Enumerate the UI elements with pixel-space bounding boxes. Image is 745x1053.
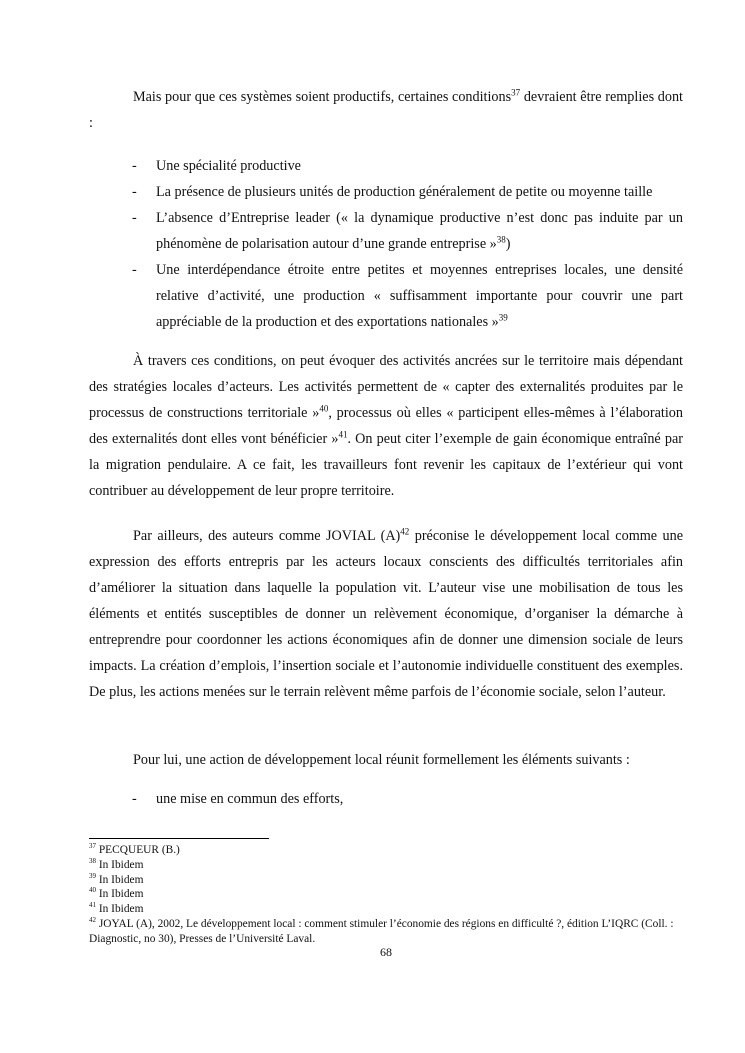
list-item: [89, 179, 683, 205]
footnote-39: [89, 873, 683, 888]
footnote-number: 37: [89, 842, 96, 851]
dash-bullet: -: [132, 210, 137, 226]
paragraph-conditions-intro: [89, 84, 683, 136]
footnote-number: 39: [89, 871, 96, 880]
paragraph-text: préconise le développement local comme une expression des efforts entrepris par les acteurs locaux conscients des difficultés territoriales afin d’améliorer la situation dans laquelle la population vit. L’auteur vise une mobilisation de tous les éléments et entités susceptibles de donner un relèvement économique, d’organiser la démarche à entreprendre pour coordonner les actions économiques afin de donner une dimension sociale de leurs impacts. La création d’emplois, l’insertion sociale et l’autonomie individuelle constituent des exemples. De plus, les actions menées sur le terrain relèvent même parfois de l’économie sociale, selon l’auteur.: [89, 528, 683, 700]
paragraph-text: Par ailleurs, des auteurs comme JOVIAL (A): [133, 528, 401, 544]
list-item-text: Une interdépendance étroite entre petites et moyennes entreprises locales, une densité relative d’activité, une production « suffisamment importante pour couvrir une part appréciable de la production et des exportations nationales »: [156, 262, 683, 330]
footnote-text: In Ibidem: [96, 903, 144, 916]
paragraph-text: À travers ces conditions, on peut évoquer des activités ancrées sur le territoire mais dépendant des stratégies locales d’acteurs. Les activités permettent de « capter des externalités produites par le processus de constructions territoriale »: [89, 353, 683, 421]
footnote-ref-38[interactable]: 38: [496, 234, 506, 245]
paragraph-text: devraient être remplies dont :: [89, 89, 683, 131]
footnote-text: In Ibidem: [96, 858, 144, 871]
footnote-42: [89, 917, 683, 947]
footnotes: [89, 843, 683, 947]
list-item-text: ): [505, 236, 511, 252]
footnote-text: JOYAL (A), 2002, Le développement local : comment stimuler l’économie des régions en difficulté ?, édition L’IQRC (Coll. : Diagnostic, no 30), Presses de l’Université Laval.: [89, 917, 674, 945]
footnote-ref-40[interactable]: 40: [319, 403, 329, 414]
dash-bullet: -: [132, 158, 137, 174]
list-item: [89, 205, 683, 257]
footnote-38: [89, 858, 683, 873]
footnote-40: [89, 887, 683, 902]
footnote-number: 40: [89, 886, 96, 895]
footnote-ref-39[interactable]: 39: [498, 312, 508, 323]
paragraph-text: Mais pour que ces systèmes soient productifs, certaines conditions: [133, 89, 512, 105]
paragraph-jovial: [89, 523, 683, 705]
footnote-text: In Ibidem: [96, 873, 144, 886]
dash-bullet: -: [132, 791, 137, 807]
paragraph-territory: [89, 348, 683, 504]
list-item: [89, 153, 683, 179]
page-number: 68: [380, 945, 392, 959]
paragraph-local-development: [89, 747, 683, 773]
footnote-41: [89, 902, 683, 917]
footnote-number: 38: [89, 857, 96, 865]
list-item: [89, 257, 683, 335]
footnote-ref-41[interactable]: 41: [338, 429, 348, 440]
footnote-37: [89, 843, 683, 858]
footnote-number: 42: [89, 916, 96, 925]
list-item-text: La présence de plusieurs unités de production généralement de petite ou moyenne taille: [156, 184, 653, 200]
paragraph-text: . On peut citer l’exemple de gain économique entraîné par la migration pendulaire. A ce fait, les travailleurs font revenir les capitaux de l’extérieur qui vont contribuer au développement de leur propre territoire.: [89, 431, 683, 499]
footnote-ref-37[interactable]: 37: [511, 87, 521, 98]
footnote-separator: [89, 838, 269, 839]
footnote-ref-42[interactable]: 42: [400, 526, 410, 537]
footnote-number: 41: [89, 901, 96, 910]
paragraph-text: , processus où elles « participent elles-mêmes à l’élaboration des externalités dont elles vont bénéficier »: [89, 405, 683, 447]
footnote-text: In Ibidem: [96, 888, 144, 901]
list-item: [89, 786, 683, 812]
list-item-text: une mise en commun des efforts,: [156, 791, 344, 807]
dash-bullet: -: [132, 184, 137, 200]
dash-bullet: -: [132, 262, 137, 278]
conditions-list: [89, 153, 683, 335]
paragraph-text: Pour lui, une action de développement local réunit formellement les éléments suivants :: [133, 752, 630, 768]
footnote-text: PECQUEUR (B.): [96, 844, 180, 856]
elements-list: [89, 786, 683, 812]
list-item-text: Une spécialité productive: [156, 158, 301, 174]
list-item-text: L’absence d’Entreprise leader (« la dynamique productive n’est donc pas induite par un phénomène de polarisation autour d’une grande entreprise »: [156, 210, 683, 252]
document-page: [89, 0, 683, 1053]
